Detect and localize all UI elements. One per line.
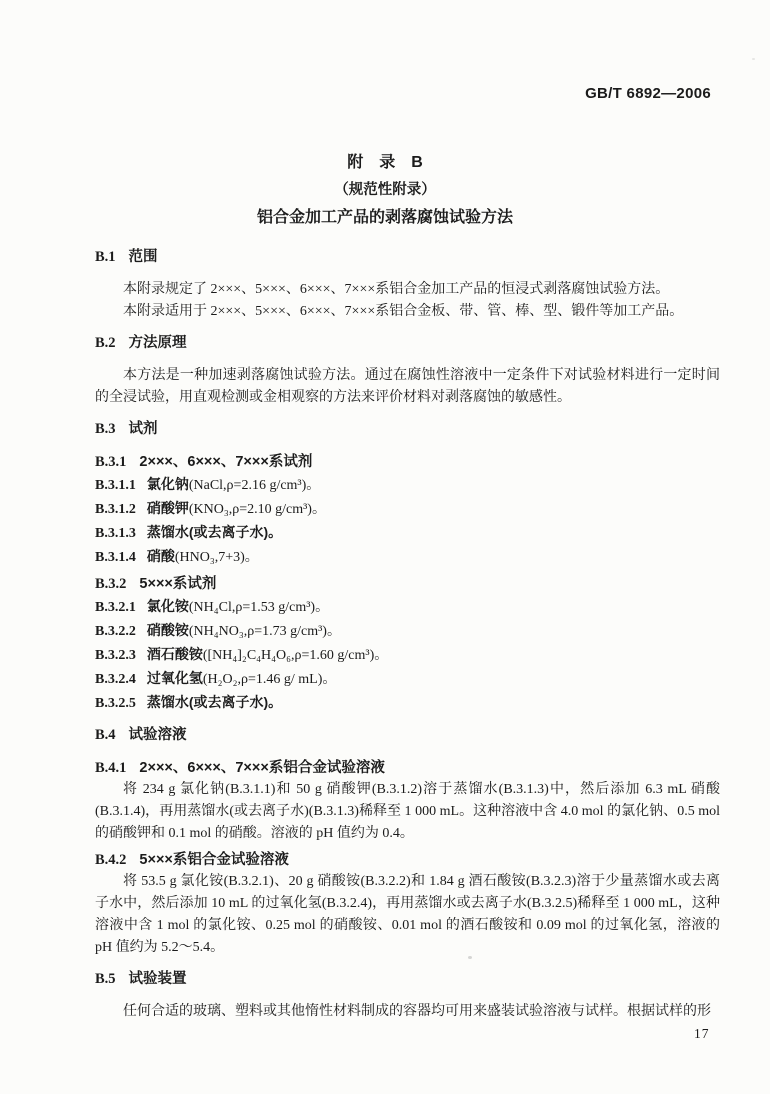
clause-number: B.3.2.5 (95, 696, 136, 711)
clause-name: 氯化铵 (146, 598, 189, 614)
appendix-type: （规范性附录） (334, 182, 436, 198)
appendix-label: 附 录 B (347, 154, 423, 171)
clause-name: 过氧化氢 (146, 670, 203, 686)
clause-item (95, 545, 720, 569)
section-title: 试验装置 (128, 971, 187, 987)
clause-item (95, 691, 720, 715)
clause-item (95, 473, 720, 497)
subsection-title: 5×××系试剂 (139, 576, 217, 592)
clause-formula: (NaCl,ρ=2.16 g/cm³)。 (188, 478, 321, 493)
clause-number: B.3.1.4 (95, 550, 136, 565)
subsection-heading-b4-1 (95, 757, 720, 779)
clause-item (95, 619, 720, 643)
subsection-title: 2×××、6×××、7×××系试剂 (139, 454, 313, 470)
section-heading-b5 (95, 968, 720, 990)
scan-speck (752, 58, 755, 60)
page-number: 17 (694, 1026, 710, 1041)
paragraph: 任何合适的玻璃、塑料或其他惰性材料制成的容器均可用来盛装试验溶液与试样。根据试样的形 (123, 1004, 711, 1019)
document-body (95, 246, 720, 1023)
subsection-number: B.4.1 (95, 760, 127, 776)
paragraph: 本方法是一种加速剥落腐蚀试验方法。通过在腐蚀性溶液中一定条件下对试验材料进行一定时间的全浸试验，用直观检测或金相观察的方法来评价材料对剥落腐蚀的敏感性。 (95, 368, 720, 405)
clause-item (95, 667, 720, 691)
section-number: B.1 (95, 249, 116, 265)
appendix-name: 铝合金加工产品的剥落腐蚀试验方法 (256, 209, 513, 226)
clause-formula: (H₂O₂,ρ=1.46 g/ mL)。 (202, 672, 337, 687)
section-number: B.4 (95, 727, 116, 743)
clause-number: B.3.2.2 (95, 624, 136, 639)
subsection-heading-b3-2 (95, 573, 720, 595)
section-number: B.3 (95, 421, 116, 437)
subsection-number: B.4.2 (95, 852, 127, 868)
paragraph: 本附录适用于 2×××、5×××、6×××、7×××系铝合金板、带、管、棒、型、锻件等加工产品。 (123, 304, 684, 319)
clause-name: 硝酸铵 (146, 622, 189, 638)
section-title: 试验溶液 (128, 727, 187, 743)
clause-name: 蒸馏水(或去离子水)。 (146, 694, 283, 710)
paragraph: 将 53.5 g 氯化铵(B.3.2.1)、20 g 硝酸铵(B.3.2.2)和 1.84 g 酒石酸铵(B.3.2.3)溶于少量蒸馏水或去离子水中，然后添加 10 mL 的过氧化氢(B.3.2.4)，再用蒸馏水或去离子水(B.3.2.5)稀释至 1 000 mL，这种溶液中含 1 mol 的氯化铵、0.25 mol 的硝酸铵、0.01 mol 的酒石酸铵和 0.09 mol 的过氧化氢，溶液的 pH 值约为 5.2～5.4。 (95, 874, 720, 955)
clause-item (95, 643, 720, 667)
clause-number: B.3.1.2 (95, 502, 136, 517)
clause-number: B.3.2.1 (95, 600, 136, 615)
clause-number: B.3.1.3 (95, 526, 136, 541)
section-number: B.2 (95, 335, 116, 351)
section-title: 方法原理 (128, 335, 187, 351)
subsection-number: B.3.2 (95, 576, 127, 592)
clause-number: B.3.1.1 (95, 478, 136, 493)
section-title: 范围 (128, 249, 158, 265)
section-number: B.5 (95, 971, 116, 987)
section-heading-b4 (95, 724, 720, 746)
clause-name: 硝酸 (146, 548, 175, 564)
clause-formula: (NH₄NO₃,ρ=1.73 g/cm³)。 (188, 624, 341, 639)
subsection-number: B.3.1 (95, 454, 127, 470)
clause-item (95, 497, 720, 521)
clause-number: B.3.2.4 (95, 672, 136, 687)
paragraph: 将 234 g 氯化钠(B.3.1.1)和 50 g 硝酸钾(B.3.1.2)溶于蒸馏水(B.3.1.3)中，然后添加 6.3 mL 硝酸(B.3.1.4)，再用蒸馏水(或去离子水)(B.3.1.3)稀释至 1 000 mL。这种溶液中含 4.0 mol 的氯化钠、0.5 mol 的硝酸钾和 0.1 mol 的硝酸。溶液的 pH 值约为 0.4。 (95, 782, 720, 841)
scan-speck (468, 956, 472, 959)
section-heading-b1 (95, 246, 720, 268)
subsection-heading-b4-2 (95, 849, 720, 871)
appendix-title-block (0, 146, 770, 229)
clause-item (95, 521, 720, 545)
clause-formula: (KNO₃,ρ=2.10 g/cm³)。 (188, 502, 326, 517)
clause-number: B.3.2.3 (95, 648, 136, 663)
clause-formula: (NH₄Cl,ρ=1.53 g/cm³)。 (188, 600, 330, 615)
subsection-title: 2×××、6×××、7×××系铝合金试验溶液 (139, 760, 385, 776)
clause-name: 酒石酸铵 (146, 646, 203, 662)
clause-formula: (HNO₃,7+3)。 (174, 550, 259, 565)
section-title: 试剂 (128, 421, 158, 437)
subsection-heading-b3-1 (95, 451, 720, 473)
section-heading-b3 (95, 418, 720, 440)
paragraph: 本附录规定了 2×××、5×××、6×××、7×××系铝合金加工产品的恒浸式剥落腐蚀试验方法。 (123, 282, 670, 297)
clause-formula: ([NH₄]₂C₄H₄O₆,ρ=1.60 g/cm³)。 (202, 648, 389, 663)
section-heading-b2 (95, 332, 720, 354)
clause-item (95, 595, 720, 619)
clause-name: 氯化钠 (146, 476, 189, 492)
subsection-title: 5×××系铝合金试验溶液 (139, 852, 289, 868)
clause-name: 硝酸钾 (146, 500, 189, 516)
clause-name: 蒸馏水(或去离子水)。 (146, 524, 283, 540)
standard-code: GB/T 6892—2006 (585, 85, 711, 102)
